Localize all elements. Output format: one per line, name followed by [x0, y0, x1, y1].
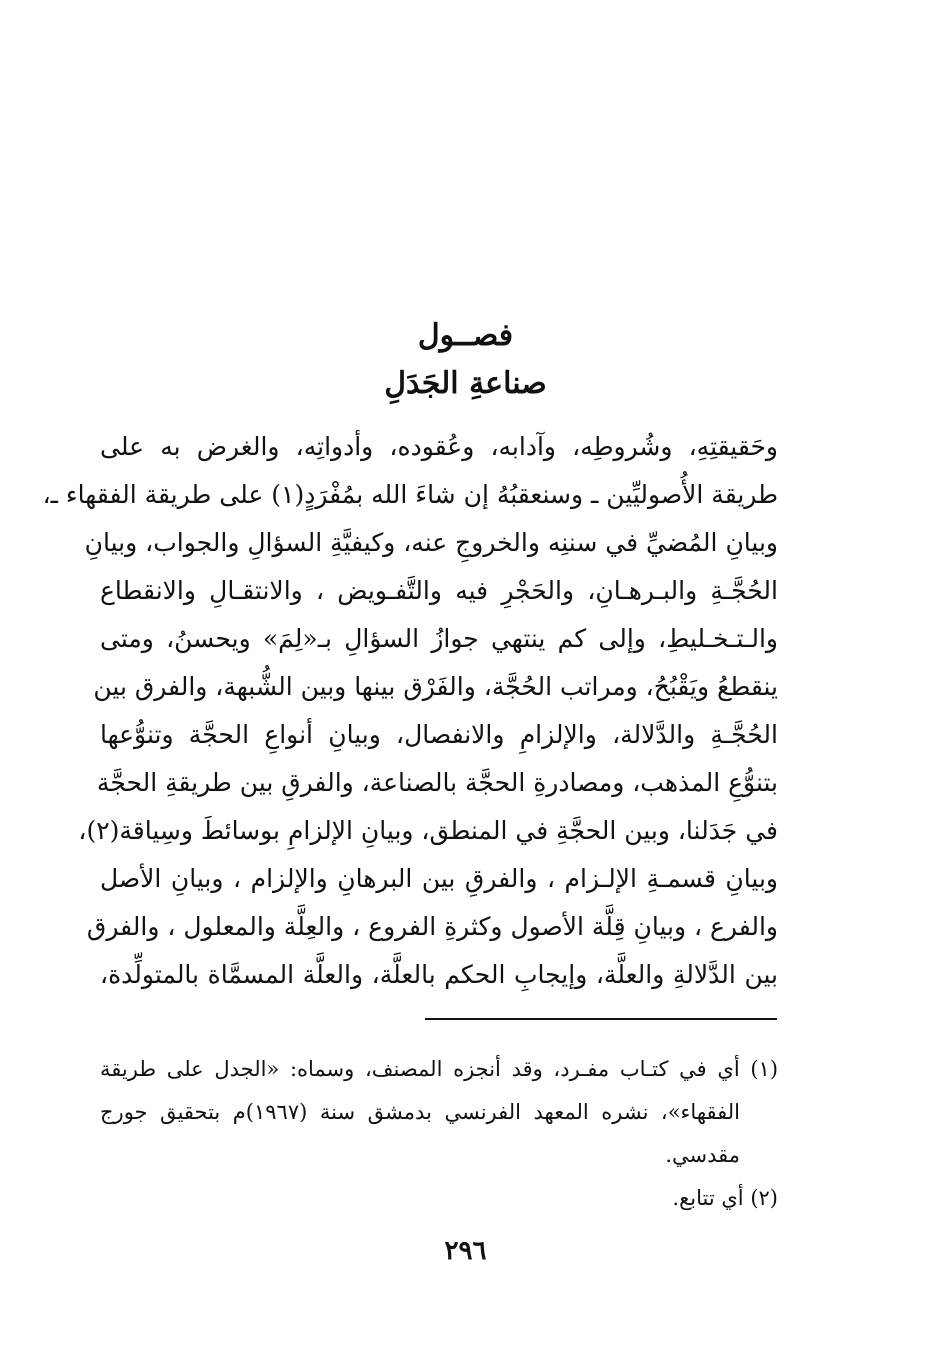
footnote-divider [425, 1018, 777, 1020]
page-title: صناعةِ الجَدَلِ [384, 366, 547, 401]
body-line: بين الدَّلالةِ والعلَّة، وإيجابِ الحكم بالعلَّة، والعلَّة المسمَّاة بالمتولِّدة، [100, 960, 778, 989]
body-line: وبيانِ المُضيِّ في سننِه والخروجِ عنه، وكيفيَّةِ السؤالِ والجواب، وبيانِ [84, 528, 778, 557]
section-heading: فصــول [417, 318, 514, 353]
body-line: والفرع ، وبيانِ قِلَّة الأصول وكثرةِ الفروع ، والعِلَّة والمعلول ، والفرق [86, 912, 778, 941]
body-line: وبيانِ قسمـةِ الإلـزام ، والفرقِ بين البرهانِ والإلزام ، وبيانِ الأصل [100, 864, 778, 893]
body-line: بتنوُّعِ المذهب، ومصادرةِ الحجَّة بالصناعة، والفرقِ بين طريقةِ الحجَّة [96, 768, 778, 797]
body-line: طريقة الأُصوليِّين ـ وسنعقبُهُ إن شاءَ الله بمُفْرَدٍ(١) على طريقة الفقهاء ـ، [42, 480, 778, 509]
footnote-2: (٢) أي تتابع. [672, 1186, 778, 1210]
footnotes [100, 1048, 778, 1220]
footnote-1-line: الفقهاء»، نشره المعهد الفرنسي بدمشق سنة (١٩٦٧)م بتحقيق جورج [100, 1100, 740, 1124]
body-line: والـتـخـليطِ، وإلى كم ينتهي جوازُ السؤالِ بـ«لِمَ» ويحسنُ، ومتى [100, 624, 778, 653]
page-number: ٢٩٦ [444, 1236, 487, 1266]
body-line: الحُجَّـةِ والبـرهـانِ، والحَجْرِ فيه والتَّفـويض ، والانتقـالِ والانقطاع [100, 576, 778, 605]
body-line: في جَدَلنا، وبين الحجَّةِ في المنطق، وبيانِ الإلزامِ بوسائطَ وسِياقة(٢)، [78, 816, 778, 845]
body-text [42, 423, 778, 999]
footnote-1-line: (١) أي في كتـاب مفـرد، وقد أنجزه المصنف، وسماه: «الجدل على طريقة [100, 1057, 779, 1081]
body-line: وحَقيقتِهِ، وشُروطِه، وآدابه، وعُقوده، وأدواتِه، والغرض به على [100, 432, 778, 461]
body-line: ينقطعُ ويَقْبُحُ، ومراتب الحُجَّة، والفَرْق بينها وبين الشُّبهة، والفرق بين [93, 672, 778, 701]
body-line: الحُجَّـةِ والدَّلالة، والإلزامِ والانفصال، وبيانِ أنواعِ الحجَّة وتنوُّعها [100, 720, 778, 749]
footnote-1-line: مقدسي. [665, 1143, 740, 1167]
